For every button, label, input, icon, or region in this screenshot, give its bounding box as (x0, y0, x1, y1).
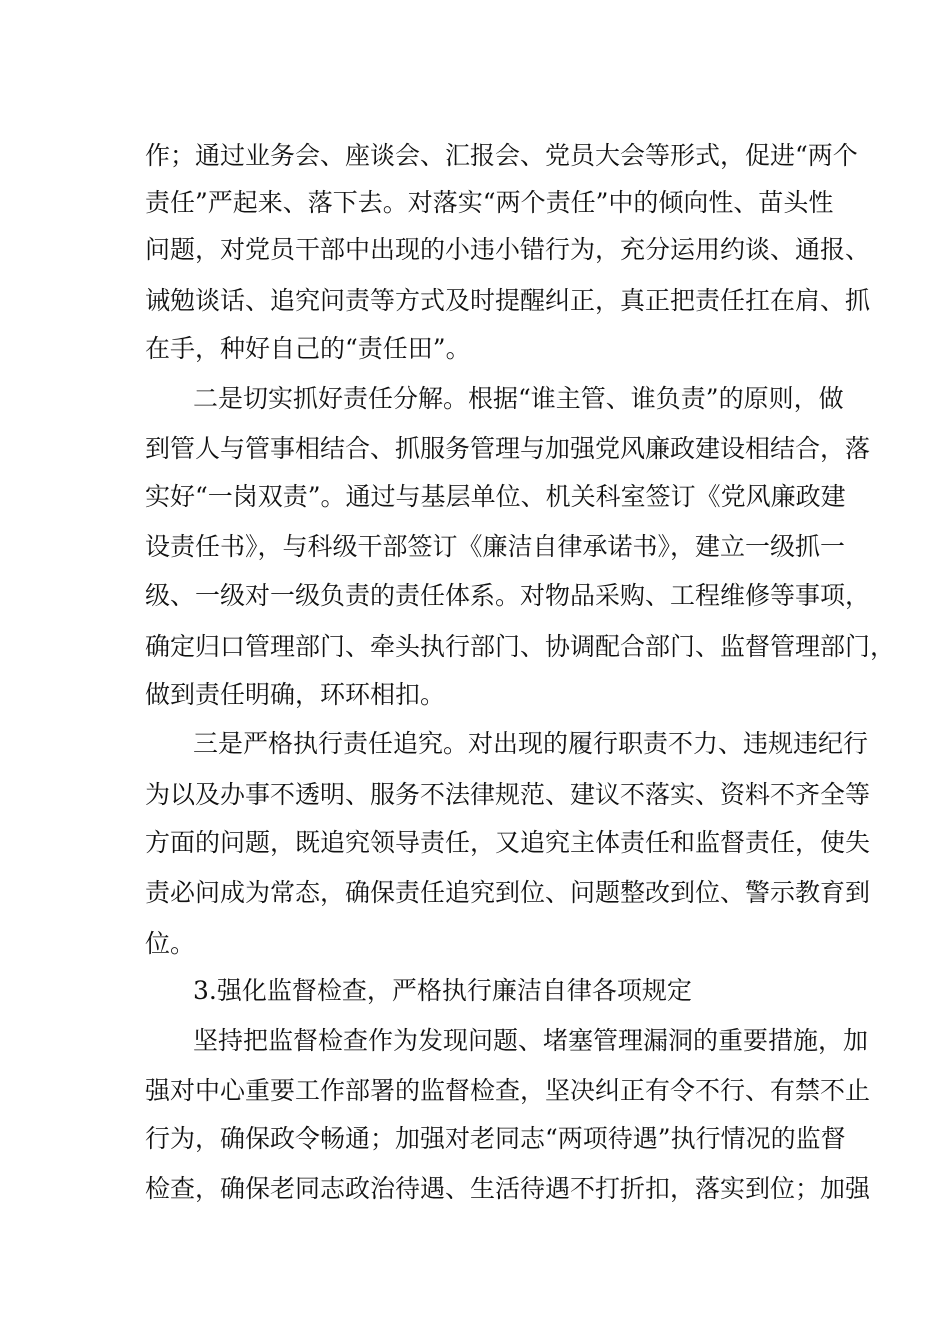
text-line-22: 检查，确保老同志政治待遇、生活待遇不打折扣，落实到位；加强 (145, 1174, 871, 1203)
section-heading: 3.强化监督检查，严格执行廉洁自律各项规定 (193, 976, 692, 1005)
text-line-16: 责必问成为常态，确保责任追究到位、问题整改到位、警示教育到 (145, 878, 871, 907)
text-line-5: 在手，种好自己的“责任田”。 (145, 334, 471, 363)
text-line-15: 方面的问题，既追究领导责任，又追究主体责任和监督责任，使失 (145, 828, 871, 857)
text-line-9: 设责任书》，与科级干部签订《廉洁自律承诺书》，建立一级抓一 (145, 532, 846, 561)
text-line-1: 作；通过业务会、座谈会、汇报会、党员大会等形式，促进“两个 (145, 141, 858, 170)
text-line-4: 诫勉谈话、追究问责等方式及时提醒纠正，真正把责任扛在肩、抓 (145, 286, 871, 315)
text-line-8: 实好“一岗双责”。通过与基层单位、机关科室签订《党风廉政建 (145, 482, 846, 511)
text-line-11: 确定归口管理部门、牵头执行部门、协调配合部门、监督管理部门， (145, 632, 896, 661)
text-line-10: 级、一级对一级负责的责任体系。对物品采购、工程维修等事项， (145, 581, 871, 610)
text-line-12: 做到责任明确，环环相扣。 (145, 680, 446, 709)
text-line-20: 强对中心重要工作部署的监督检查，坚决纠正有令不行、有禁不止 (145, 1076, 871, 1105)
text-line-21: 行为，确保政令畅通；加强对老同志“两项待遇”执行情况的监督 (145, 1124, 846, 1153)
text-line-3: 问题，对党员干部中出现的小违小错行为，充分运用约谈、通报、 (145, 235, 871, 264)
text-line-2: 责任”严起来、落下去。对落实“两个责任”中的倾向性、苗头性 (145, 188, 834, 217)
text-line-7: 到管人与管事相结合、抓服务管理与加强党风廉政建设相结合，落 (145, 434, 871, 463)
text-line-14: 为以及办事不透明、服务不法律规范、建议不落实、资料不齐全等 (145, 780, 871, 809)
paragraph-3-first-line: 三是严格执行责任追究。对出现的履行职责不力、违规违纪行 (193, 729, 869, 758)
paragraph-5-first-line: 坚持把监督检查作为发现问题、堵塞管理漏洞的重要措施，加 (193, 1026, 869, 1055)
paragraph-2-first-line: 二是切实抓好责任分解。根据“谁主管、谁负责”的原则，做 (193, 384, 844, 413)
text-line-17: 位。 (145, 929, 196, 958)
